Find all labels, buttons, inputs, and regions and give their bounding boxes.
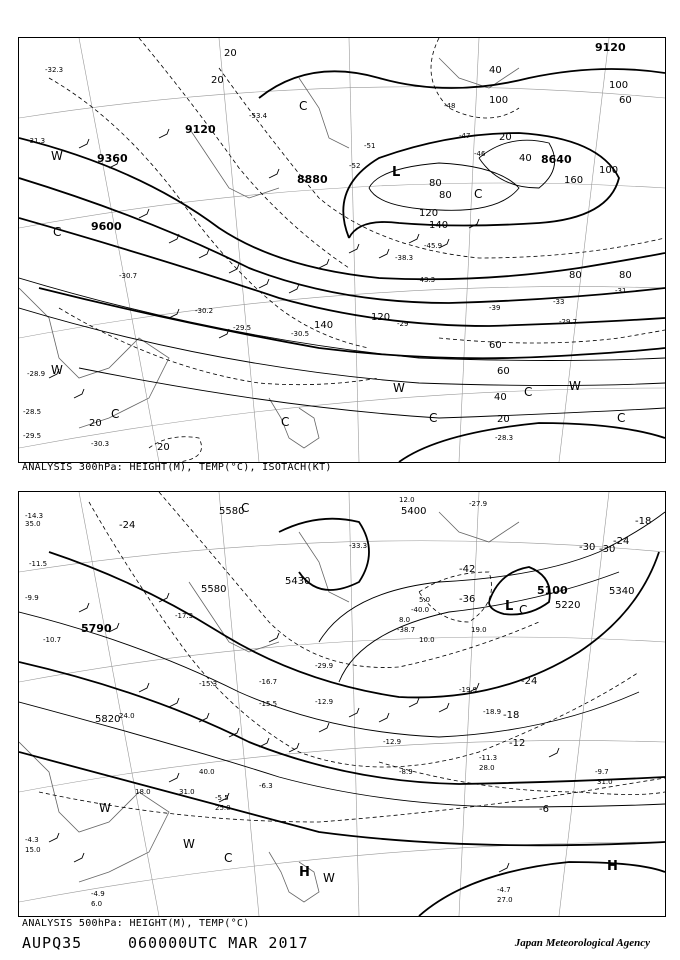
isotach-label: 100 <box>609 80 629 91</box>
isotach-label: 60 <box>497 366 510 377</box>
isotach-label: 20 <box>224 48 237 59</box>
warm-symbol: W <box>393 381 405 395</box>
symbols-500 <box>99 501 618 885</box>
warm-symbol: W <box>51 149 63 163</box>
temp-label: -4.7 <box>497 886 511 894</box>
temp-label: -11.5 <box>29 560 48 568</box>
cold-symbol: C <box>111 407 120 421</box>
temp-label: -16.7 <box>259 678 278 686</box>
warm-symbol: W <box>99 801 111 815</box>
height-label: 5100 <box>537 584 568 597</box>
isotach-label: 160 <box>564 175 584 186</box>
temp-label: -30.7 <box>119 272 138 280</box>
temp-label: -31.3 <box>27 137 46 145</box>
value-label: 15.0 <box>25 846 41 854</box>
isotach-label: 60 <box>489 340 502 351</box>
temp-label: -48 <box>444 102 456 110</box>
temp-label: -29.7 <box>559 318 578 326</box>
height-label: 5400 <box>401 506 427 517</box>
graticule-300 <box>19 38 665 462</box>
temp-label: -6.3 <box>259 782 273 790</box>
temp-label: -29.5 <box>233 324 252 332</box>
map-panel-500hpa <box>18 491 666 917</box>
value-label: 12.0 <box>399 496 415 504</box>
cold-symbol: C <box>617 411 626 425</box>
isotach-label: 20 <box>89 418 102 429</box>
temp-label: -38.7 <box>397 626 416 634</box>
isotach-label: 120 <box>419 208 439 219</box>
isotach-label: 40 <box>519 153 532 164</box>
temp-line-label: -18 <box>635 516 652 527</box>
temp-label: -31 <box>615 287 627 295</box>
temp-label: -9.7 <box>595 768 609 776</box>
isotach-label: 100 <box>489 95 509 106</box>
temp-label: -28.5 <box>23 408 42 416</box>
cold-symbol: C <box>241 501 250 515</box>
temp-label: -8.9 <box>399 768 413 776</box>
temp-label: -11.3 <box>479 754 498 762</box>
temp-label: -33 <box>553 298 565 306</box>
temp-label: -4.3 <box>25 836 39 844</box>
temp-label: -29 <box>397 320 409 328</box>
value-label: 27.0 <box>497 896 513 904</box>
isotach-label: 80 <box>429 178 442 189</box>
temp-line-label: -6 <box>539 804 549 815</box>
height-label: 9600 <box>91 220 122 233</box>
map-panel-300hpa <box>18 37 666 463</box>
temp-label: -53.4 <box>249 112 268 120</box>
temp-label: -38.3 <box>395 254 414 262</box>
value-label: 35.0 <box>25 520 41 528</box>
isotach-label: 100 <box>599 165 619 176</box>
temp-label: -46 <box>474 150 486 158</box>
temp-label: -19.9 <box>459 686 478 694</box>
temp-label: -45.9 <box>424 242 443 250</box>
temp-label: -39 <box>489 304 501 312</box>
temp-label: -14.3 <box>25 512 44 520</box>
warm-symbol: W <box>323 871 335 885</box>
temp-label: -32.3 <box>45 66 64 74</box>
isotach-label: 80 <box>439 190 452 201</box>
height-label: 5580 <box>219 506 245 517</box>
temp-label: -28.3 <box>495 434 514 442</box>
temp-label: -30.5 <box>291 330 310 338</box>
caption-500hpa: ANALYSIS 500hPa: HEIGHT(M), TEMP(°C) <box>22 918 250 929</box>
height-label: 5580 <box>201 584 227 595</box>
value-label: 40.0 <box>199 768 215 776</box>
value-label: 10.0 <box>419 636 435 644</box>
height-label: 9360 <box>97 152 128 165</box>
temp-label: -9.9 <box>25 594 39 602</box>
value-label: 8.0 <box>399 616 411 624</box>
low-symbol: L <box>392 165 401 180</box>
temp-label: -12.9 <box>383 738 402 746</box>
temp-line-label: -18 <box>503 710 520 721</box>
isotach-labels-300 <box>89 48 632 453</box>
isotach-label: 140 <box>314 320 334 331</box>
isotach-label: 20 <box>211 75 224 86</box>
isotach-label: 80 <box>569 270 582 281</box>
temp-label: -47 <box>459 132 471 140</box>
temp-label: -52 <box>349 162 361 170</box>
cold-symbol: C <box>224 851 233 865</box>
cold-symbol: C <box>429 411 438 425</box>
isotach-label: 80 <box>619 270 632 281</box>
cold-symbol: C <box>299 99 308 113</box>
value-label: 5.0 <box>419 596 431 604</box>
cold-symbol: C <box>474 187 483 201</box>
analysis-datetime: 060000UTC MAR 2017 <box>128 934 309 952</box>
map-500hpa-svg <box>19 492 665 916</box>
temp-labels-500 <box>25 500 609 898</box>
temp-line-label: -24 <box>521 676 538 687</box>
isotach-label: 60 <box>619 95 632 106</box>
value-label: 6.0 <box>91 900 103 908</box>
temp-line-label: -36 <box>459 594 476 605</box>
height-label: 8640 <box>541 153 572 166</box>
temp-label: -17.3 <box>175 612 194 620</box>
temp-labels-300 <box>23 66 629 448</box>
cold-symbol: C <box>281 415 290 429</box>
temp-label: -43.3 <box>417 276 436 284</box>
isotach-label: 20 <box>499 132 512 143</box>
cold-symbol: C <box>53 225 62 239</box>
isotach-label: 40 <box>489 65 502 76</box>
temp-label: -51 <box>364 142 376 150</box>
low-symbol: L <box>505 599 514 614</box>
value-label: 18.0 <box>135 788 151 796</box>
isotach-label: 120 <box>371 312 391 323</box>
high-symbol: H <box>299 865 310 880</box>
isotach-label: 140 <box>429 220 449 231</box>
map-300hpa-svg <box>19 38 665 462</box>
height-label: 5340 <box>609 586 635 597</box>
temp-label: -15.5 <box>259 700 278 708</box>
warm-symbol: W <box>183 837 195 851</box>
value-label: 25.0 <box>215 804 231 812</box>
temp-label: -15.3 <box>199 680 218 688</box>
temp-label: -29.9 <box>315 662 334 670</box>
height-label: 8880 <box>297 173 328 186</box>
value-label: 19.0 <box>471 626 487 634</box>
cold-symbol: C <box>519 603 528 617</box>
temp-line-label: -42 <box>459 564 476 575</box>
height-label: 5790 <box>81 622 112 635</box>
temp-line-label: -24 <box>613 536 630 547</box>
temp-label: -29.5 <box>23 432 42 440</box>
warm-symbol: W <box>569 379 581 393</box>
height-labels-500 <box>81 506 634 725</box>
temp-label: -18.9 <box>483 708 502 716</box>
height-label: 5430 <box>285 576 311 587</box>
height-label: 9120 <box>595 41 626 54</box>
value-label: 28.0 <box>479 764 495 772</box>
temp-label: -30.3 <box>91 440 110 448</box>
warm-symbol: W <box>51 363 63 377</box>
height-label: 5220 <box>555 600 581 611</box>
temp-label: -12.9 <box>315 698 334 706</box>
wind-barbs-500 <box>49 593 559 872</box>
temp-line-label: -24 <box>119 520 136 531</box>
isotach-label: 20 <box>157 442 170 453</box>
temp-line-label: -30 <box>599 544 616 555</box>
value-label: 31.0 <box>597 778 613 786</box>
temp-line-label: -12 <box>509 738 526 749</box>
isotach-label: 40 <box>494 392 507 403</box>
temp-label: -10.7 <box>43 636 62 644</box>
height-label: 5820 <box>95 714 121 725</box>
high-symbol: H <box>607 859 618 874</box>
cold-symbol: C <box>524 385 533 399</box>
temp-label: -40.0 <box>411 606 430 614</box>
chart-code: AUPQ35 <box>22 934 83 952</box>
value-label: 24.0 <box>119 712 135 720</box>
temp-label: -5.5 <box>215 794 229 802</box>
temp-label: -28.9 <box>27 370 46 378</box>
temp-label: -27.9 <box>469 500 488 508</box>
graticule-500 <box>19 492 665 916</box>
caption-300hpa: ANALYSIS 300hPa: HEIGHT(M), TEMP(°C), ISOTACH(KT) <box>22 462 332 473</box>
isotach-label: 20 <box>497 414 510 425</box>
temp-line-label: -30 <box>579 542 596 553</box>
temp-label: -33.3 <box>349 542 368 550</box>
temp-label: -30.2 <box>195 307 214 315</box>
value-label: 31.0 <box>179 788 195 796</box>
height-label: 9120 <box>185 123 216 136</box>
agency-name: Japan Meteorological Agency <box>514 937 650 949</box>
temp-label: -4.9 <box>91 890 105 898</box>
